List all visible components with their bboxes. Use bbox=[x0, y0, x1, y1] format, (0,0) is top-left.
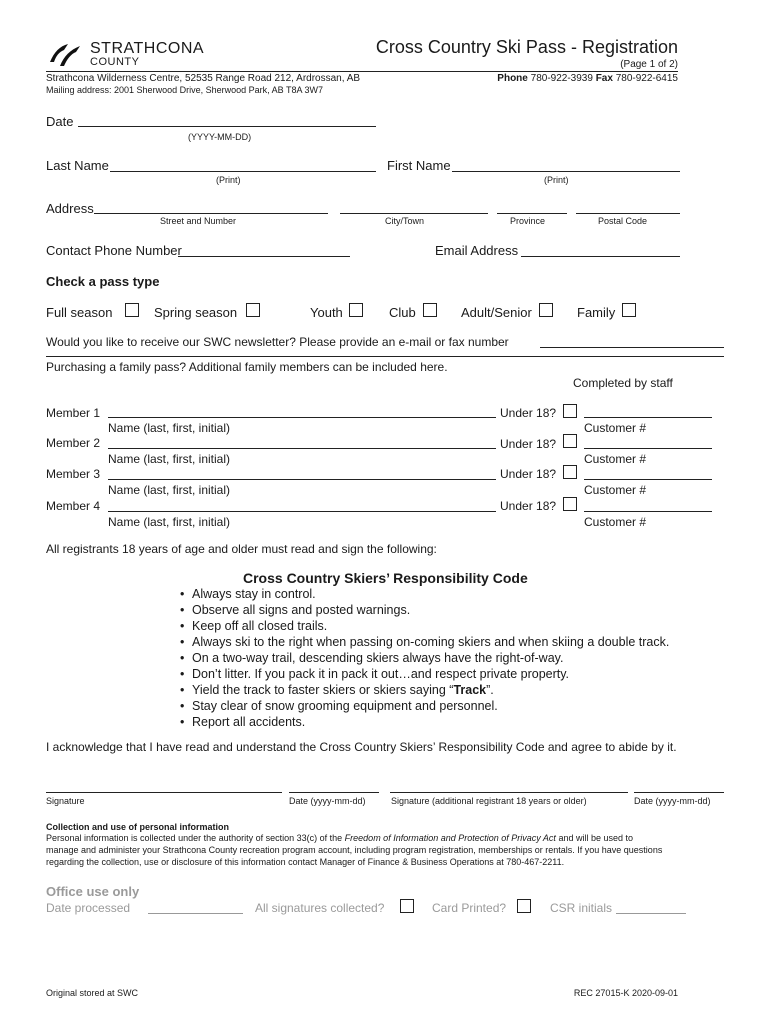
under-18-label: Under 18? bbox=[500, 499, 557, 513]
centre-address: Strathcona Wilderness Centre, 52535 Range Road 212, Ardrossan, AB bbox=[46, 73, 361, 84]
signature-label: Signature bbox=[46, 796, 85, 806]
pass-type-heading: Check a pass type bbox=[46, 274, 160, 289]
date-field[interactable] bbox=[78, 126, 376, 127]
pass-option-youth bbox=[310, 305, 343, 320]
card-printed-label: Card Printed? bbox=[432, 901, 507, 915]
first-name-field[interactable] bbox=[452, 171, 680, 172]
city-hint: City/Town bbox=[385, 216, 425, 226]
street-field[interactable] bbox=[94, 213, 328, 214]
member-label: Member 3 bbox=[46, 467, 101, 481]
code-item: • Report all accidents. bbox=[180, 714, 669, 730]
first-name-label: First Name bbox=[387, 158, 451, 173]
page-indicator: (Page 1 of 2) bbox=[620, 59, 678, 70]
member-label: Member 1 bbox=[46, 406, 101, 420]
code-item-bold: Track bbox=[453, 683, 487, 697]
spring-season-checkbox[interactable] bbox=[246, 303, 260, 317]
pass-option-adult-senior bbox=[461, 305, 532, 320]
strathcona-logo-icon bbox=[46, 42, 82, 68]
privacy-text: Personal information is collected under the authority of section 33(c) of the bbox=[46, 833, 345, 843]
customer-number-label: Customer # bbox=[584, 483, 647, 497]
additional-signature-label: Signature (additional registrant 18 years or older) bbox=[391, 796, 587, 806]
additional-signature-date-label: Date (yyyy-mm-dd) bbox=[634, 796, 711, 806]
phone-field[interactable] bbox=[178, 256, 350, 257]
privacy-heading: Collection and use of personal information bbox=[46, 822, 230, 832]
email-field[interactable] bbox=[521, 256, 680, 257]
province-field[interactable] bbox=[497, 213, 567, 214]
last-name-field[interactable] bbox=[110, 171, 376, 172]
member-name-hint: Name (last, first, initial) bbox=[108, 483, 231, 497]
privacy-text: and will be used to bbox=[555, 833, 633, 843]
registrants-note: All registrants 18 years of age and older must read and sign the following: bbox=[46, 542, 437, 556]
privacy-line-3: regarding the collection, use or disclosure of this information contact Manager of Finance & Business Operations at 780-467-2211. bbox=[46, 857, 565, 867]
member-name-hint: Name (last, first, initial) bbox=[108, 452, 231, 466]
pass-option-label: Club bbox=[389, 305, 416, 320]
date-format-hint: (YYYY-MM-DD) bbox=[188, 132, 252, 142]
address-label: Address bbox=[46, 201, 94, 216]
privacy-act-name: Freedom of Information and Protection of Privacy Act bbox=[344, 833, 556, 843]
additional-signature-date-field[interactable] bbox=[634, 792, 724, 793]
code-item: • On a two-way trail, descending skiers always have the right-of-way. bbox=[180, 650, 669, 666]
customer-number-label: Customer # bbox=[584, 515, 647, 529]
pass-option-full-season bbox=[46, 305, 112, 320]
form-title: Cross Country Ski Pass - Registration bbox=[375, 37, 678, 57]
pass-option-label: Adult/Senior bbox=[461, 305, 532, 320]
newsletter-contact-field[interactable] bbox=[540, 347, 724, 348]
responsibility-code-title: Cross Country Skiers’ Responsibility Code bbox=[243, 570, 528, 586]
code-item-text: ”. bbox=[486, 683, 494, 697]
code-item: • Always ski to the right when passing on-coming skiers and when skiing a double track. bbox=[180, 634, 669, 650]
customer-number-field[interactable] bbox=[584, 479, 712, 480]
signature-date-field[interactable] bbox=[289, 792, 379, 793]
date-processed-field[interactable] bbox=[148, 913, 243, 914]
family-checkbox[interactable] bbox=[622, 303, 636, 317]
card-printed-checkbox[interactable] bbox=[517, 899, 531, 913]
date-label: Date bbox=[46, 114, 74, 129]
privacy-line-2: manage and administer your Strathcona County recreation program account, including program registration, memberships or rentals. If you have questions bbox=[46, 845, 663, 855]
signature-field[interactable] bbox=[46, 792, 282, 793]
family-intro: Purchasing a family pass? Additional family members can be included here. bbox=[46, 360, 448, 374]
staff-note: Completed by staff bbox=[573, 376, 673, 390]
member-label: Member 4 bbox=[46, 499, 101, 513]
newsletter-rule bbox=[46, 356, 724, 357]
member-name-field[interactable] bbox=[108, 479, 496, 480]
fax-number: 780-922-6415 bbox=[615, 73, 678, 84]
full-season-checkbox[interactable] bbox=[125, 303, 139, 317]
customer-number-label: Customer # bbox=[584, 421, 647, 435]
under-18-checkbox[interactable] bbox=[563, 404, 577, 418]
member-name-field[interactable] bbox=[108, 448, 496, 449]
member-name-field[interactable] bbox=[108, 417, 496, 418]
code-item: • Keep off all closed trails. bbox=[180, 618, 669, 634]
under-18-label: Under 18? bbox=[500, 406, 557, 420]
member-name-field[interactable] bbox=[108, 511, 496, 512]
under-18-checkbox[interactable] bbox=[563, 434, 577, 448]
code-item bbox=[180, 682, 669, 698]
header-rule bbox=[46, 71, 678, 72]
csr-initials-field[interactable] bbox=[616, 913, 686, 914]
adult-senior-checkbox[interactable] bbox=[539, 303, 553, 317]
club-checkbox[interactable] bbox=[423, 303, 437, 317]
member-name-hint: Name (last, first, initial) bbox=[108, 421, 231, 435]
customer-number-field[interactable] bbox=[584, 448, 712, 449]
signatures-collected-checkbox[interactable] bbox=[400, 899, 414, 913]
first-name-print-hint: (Print) bbox=[544, 175, 569, 185]
fax-label: Fax bbox=[595, 73, 613, 84]
phone-number: 780-922-3939 bbox=[530, 73, 593, 84]
member-name-hint: Name (last, first, initial) bbox=[108, 515, 231, 529]
phone-label-field: Contact Phone Number bbox=[46, 243, 182, 258]
email-label: Email Address bbox=[435, 243, 519, 258]
mailing-address: Mailing address: 2001 Sherwood Drive, Sherwood Park, AB T8A 3W7 bbox=[46, 85, 323, 95]
pass-option-label: Youth bbox=[310, 305, 343, 320]
code-item: • Always stay in control. bbox=[180, 586, 669, 602]
postal-code-hint: Postal Code bbox=[598, 216, 648, 226]
pass-option-label: Full season bbox=[46, 305, 113, 320]
province-hint: Province bbox=[510, 216, 546, 226]
customer-number-label: Customer # bbox=[584, 452, 647, 466]
under-18-checkbox[interactable] bbox=[563, 465, 577, 479]
acknowledgement: I acknowledge that I have read and understand the Cross Country Skiers’ Responsibility Code and agree to abide by it. bbox=[46, 740, 677, 754]
strathcona-logo bbox=[46, 40, 216, 70]
csr-initials-label: CSR initials bbox=[550, 901, 613, 915]
privacy-line-1 bbox=[46, 833, 633, 843]
contact-numbers bbox=[497, 73, 678, 84]
date-processed-label: Date processed bbox=[46, 901, 131, 915]
code-item: • Observe all signs and posted warnings. bbox=[180, 602, 669, 618]
postal-code-field[interactable] bbox=[576, 213, 680, 214]
last-name-print-hint: (Print) bbox=[216, 175, 241, 185]
office-use-heading: Office use only bbox=[46, 884, 140, 899]
newsletter-question: Would you like to receive our SWC newsletter? Please provide an e-mail or fax number bbox=[46, 335, 509, 349]
pass-option-spring-season bbox=[154, 305, 237, 320]
street-hint: Street and Number bbox=[160, 216, 237, 226]
pass-option-club bbox=[389, 305, 416, 320]
customer-number-field[interactable] bbox=[584, 417, 712, 418]
signatures-collected-label: All signatures collected? bbox=[255, 901, 385, 915]
responsibility-code-list bbox=[180, 586, 669, 730]
under-18-label: Under 18? bbox=[500, 437, 557, 451]
under-18-label: Under 18? bbox=[500, 467, 557, 481]
pass-option-label: Family bbox=[577, 305, 616, 320]
logo-name: STRATHCONA bbox=[90, 40, 205, 57]
member-label: Member 2 bbox=[46, 436, 101, 450]
youth-checkbox[interactable] bbox=[349, 303, 363, 317]
pass-option-label: Spring season bbox=[154, 305, 238, 320]
logo-sub: COUNTY bbox=[90, 56, 140, 68]
additional-signature-field[interactable] bbox=[390, 792, 628, 793]
code-item: • Don’t litter. If you pack it in pack it out…and respect private property. bbox=[180, 666, 669, 682]
footer-storage-note: Original stored at SWC bbox=[46, 988, 139, 998]
form-code: REC 27015-K 2020-09-01 bbox=[573, 988, 678, 998]
under-18-checkbox[interactable] bbox=[563, 497, 577, 511]
pass-option-family bbox=[577, 305, 615, 320]
last-name-label: Last Name bbox=[46, 158, 109, 173]
city-field[interactable] bbox=[340, 213, 488, 214]
code-item: • Stay clear of snow grooming equipment and personnel. bbox=[180, 698, 669, 714]
code-item-text: Yield the track to faster skiers or skiers saying “ bbox=[192, 683, 454, 697]
signature-date-label: Date (yyyy-mm-dd) bbox=[289, 796, 366, 806]
phone-label: Phone bbox=[497, 73, 528, 84]
customer-number-field[interactable] bbox=[584, 511, 712, 512]
